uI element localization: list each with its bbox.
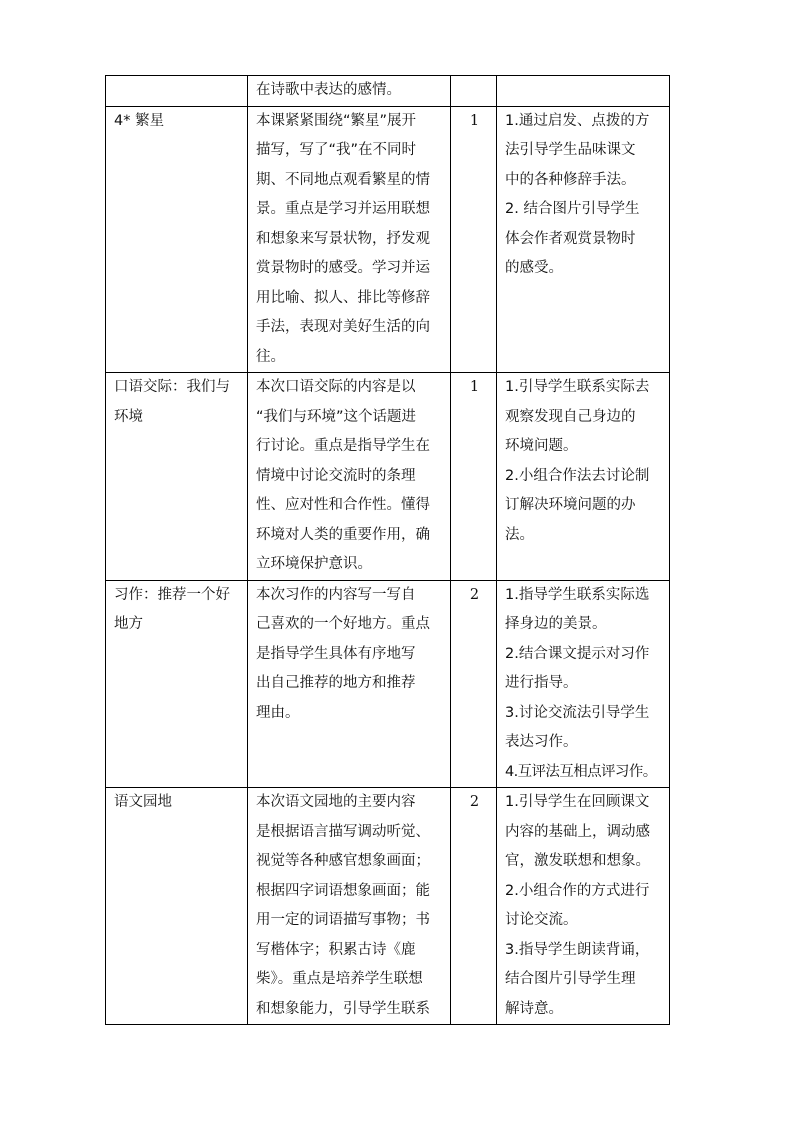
method-line: 表达习作。 xyxy=(505,734,578,750)
lesson-content-cell xyxy=(248,76,451,107)
content-line: 出自己推荐的地方和推荐 xyxy=(256,675,416,691)
lesson-content-cell xyxy=(248,373,451,581)
content-line: 本次口语交际的内容是以 xyxy=(256,379,416,395)
content-line: 是指导学生具体有序地写 xyxy=(256,645,416,662)
method-line: 订解决环境问题的办 xyxy=(505,497,636,513)
teaching-method-cell xyxy=(497,788,670,1025)
lesson-title: 语文园地 xyxy=(114,794,172,810)
class-hours-cell xyxy=(451,788,497,1025)
lesson-title: 环境 xyxy=(114,408,143,425)
class-hours-cell xyxy=(451,106,497,373)
class-hours-cell xyxy=(451,373,497,581)
method-line: 1.引导学生联系实际去 xyxy=(505,379,650,395)
content-line: 赏景物时的感受。学习并运 xyxy=(256,260,430,276)
teaching-method-cell xyxy=(497,76,670,107)
content-line: 在诗歌中表达的感情。 xyxy=(256,82,401,98)
method-line: 结合图片引导学生理 xyxy=(505,971,636,987)
lesson-title-cell xyxy=(106,580,248,788)
teaching-method-cell xyxy=(497,106,670,373)
table-row xyxy=(106,580,670,788)
method-line: 1.通过启发、点拨的方 xyxy=(505,112,650,129)
content-line: 往。 xyxy=(256,348,285,365)
content-line: “我们与环境”这个话题进 xyxy=(256,408,417,425)
lesson-title: 地方 xyxy=(114,616,143,632)
lesson-title-cell xyxy=(106,373,248,581)
lesson-title: 4* 繁星 xyxy=(114,112,165,129)
method-line: 的感受。 xyxy=(505,260,563,276)
method-line: 2.小组合作的方式进行 xyxy=(505,882,650,899)
content-line: 理由。 xyxy=(256,704,300,721)
method-line: 法。 xyxy=(505,526,534,543)
method-line: 观察发现自己身边的 xyxy=(505,408,636,425)
content-line: 描写，写了“我”在不同时 xyxy=(256,142,417,158)
method-line: 法引导学生品味课文 xyxy=(505,142,636,158)
content-line: 和想象来写景状物，抒发观 xyxy=(256,230,430,247)
lesson-title: 口语交际：我们与 xyxy=(114,379,230,395)
lesson-title: 习作：推荐一个好 xyxy=(114,586,230,603)
class-hours-cell xyxy=(451,580,497,788)
class-hours: 1 xyxy=(469,379,480,395)
method-line: 进行指导。 xyxy=(505,675,578,691)
method-line: 讨论交流。 xyxy=(505,912,578,928)
method-line: 中的各种修辞手法。 xyxy=(505,171,636,188)
lesson-title-cell xyxy=(106,788,248,1025)
table-row xyxy=(106,788,670,1025)
teaching-method-cell xyxy=(497,580,670,788)
method-line: 3.讨论交流法引导学生 xyxy=(505,704,650,721)
lesson-title-cell xyxy=(106,76,248,107)
content-line: 是根据语言描写调动听觉、 xyxy=(256,823,430,840)
content-line: 用比喻、拟人、排比等修辞 xyxy=(256,289,430,306)
class-hours: 2 xyxy=(469,794,480,810)
content-line: 己喜欢的一个好地方。重点 xyxy=(256,616,430,632)
class-hours-cell xyxy=(451,76,497,107)
method-line: 内容的基础上，调动感 xyxy=(505,823,650,840)
content-line: 视觉等各种感官想象画面； xyxy=(256,853,430,869)
content-line: 立环境保护意识。 xyxy=(256,556,372,572)
class-hours: 2 xyxy=(469,586,480,603)
lesson-title-cell xyxy=(106,106,248,373)
content-line: 环境对人类的重要作用，确 xyxy=(256,526,430,543)
method-line: 4.互评法互相点评习作。 xyxy=(505,763,657,780)
content-line: 写楷体字；积累古诗《鹿 xyxy=(256,941,416,958)
method-line: 2. 结合图片引导学生 xyxy=(505,201,640,217)
method-line: 解诗意。 xyxy=(505,1000,563,1017)
content-line: 手法，表现对美好生活的向 xyxy=(256,319,430,335)
content-line: 根据四字词语想象画面；能 xyxy=(256,882,430,899)
content-line: 柴》。重点是培养学生联想 xyxy=(256,971,423,987)
content-line: 期、不同地点观看繁星的情 xyxy=(256,171,430,188)
lesson-content-cell xyxy=(248,788,451,1025)
table-row xyxy=(106,373,670,581)
content-line: 本课紧紧围绕“繁星”展开 xyxy=(256,112,417,129)
method-line: 2.小组合作法去讨论制 xyxy=(505,467,650,484)
method-line: 1.指导学生联系实际选 xyxy=(505,586,650,603)
content-line: 本次语文园地的主要内容 xyxy=(256,794,416,810)
content-line: 本次习作的内容写一写自 xyxy=(256,586,416,603)
method-line: 3.指导学生朗读背诵， xyxy=(505,941,650,958)
content-line: 行讨论。重点是指导学生在 xyxy=(256,438,430,454)
class-hours: 1 xyxy=(469,112,480,129)
content-line: 情境中讨论交流时的条理 xyxy=(256,467,416,484)
method-line: 环境问题。 xyxy=(505,438,578,454)
content-line: 和想象能力，引导学生联系 xyxy=(256,1000,430,1017)
table-row xyxy=(106,106,670,373)
teaching-method-cell xyxy=(497,373,670,581)
content-line: 性、应对性和合作性。懂得 xyxy=(256,497,430,513)
method-line: 2.结合课文提示对习作 xyxy=(505,645,650,662)
teaching-plan-table xyxy=(105,75,670,1025)
table-row xyxy=(106,76,670,107)
content-line: 景。重点是学习并运用联想 xyxy=(256,201,430,217)
method-line: 体会作者观赏景物时 xyxy=(505,230,636,247)
method-line: 择身边的美景。 xyxy=(505,616,607,632)
method-line: 官，激发联想和想象。 xyxy=(505,853,650,869)
method-line: 1.引导学生在回顾课文 xyxy=(505,794,650,810)
lesson-content-cell xyxy=(248,106,451,373)
content-line: 用一定的词语描写事物；书 xyxy=(256,912,430,928)
lesson-content-cell xyxy=(248,580,451,788)
